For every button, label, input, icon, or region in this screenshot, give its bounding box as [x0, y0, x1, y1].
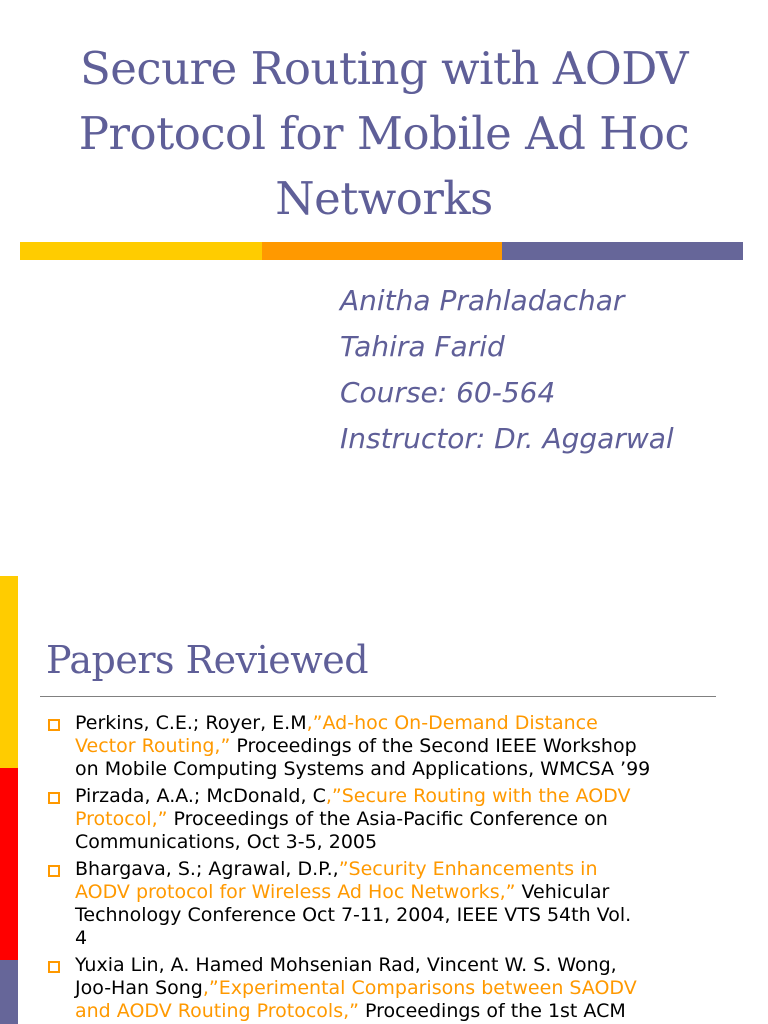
reference-title: ”Security Enhancements in	[338, 858, 598, 880]
reference-line	[75, 881, 746, 904]
reference-source: Proceedings of the Second IEEE Workshop	[230, 735, 637, 757]
square-bullet-icon	[48, 961, 60, 973]
reference-line	[75, 712, 746, 735]
slide-heading: Papers Reviewed	[46, 638, 369, 682]
reference-source: Proceedings of the Asia-Pacific Conference on	[167, 808, 608, 830]
reference-line	[75, 735, 746, 758]
reference-line	[75, 1000, 746, 1023]
sidebar-bar-purple	[0, 960, 18, 1024]
title-line: Networks	[275, 172, 493, 225]
reference-title: ,”Experimental Comparisons between SAODV	[202, 977, 637, 999]
reference-item	[46, 858, 746, 950]
square-bullet-icon	[48, 719, 60, 731]
reference-title: AODV protocol for Wireless Ad Hoc Networks,”	[75, 881, 516, 903]
reference-authors: Yuxia Lin, A. Hamed Mohsenian Rad, Vincent W. S. Wong,	[75, 954, 617, 976]
reference-line	[75, 808, 746, 831]
heading-divider	[40, 696, 716, 697]
author-name: Tahira Farid	[340, 330, 505, 363]
title-stripe-orange	[262, 242, 502, 260]
reference-line	[75, 927, 746, 950]
reference-source: Communications, Oct 3-5, 2005	[75, 831, 378, 853]
reference-title: ,”Secure Routing with the AODV	[325, 785, 631, 807]
reference-source: Technology Conference Oct 7-11, 2004, IEEE VTS 54th Vol.	[75, 904, 632, 926]
reference-line	[75, 858, 746, 881]
reference-source: Vehicular	[515, 881, 610, 903]
sidebar-bar-red	[0, 768, 18, 960]
reference-item	[46, 712, 746, 781]
title-stripe-yellow	[20, 242, 262, 260]
reference-source: Proceedings of the 1st ACM	[358, 1000, 626, 1022]
square-bullet-icon	[48, 865, 60, 877]
reference-title: ,”Ad-hoc On-Demand Distance	[306, 712, 598, 734]
title-line: Secure Routing with AODV	[79, 42, 689, 95]
reference-source: 4	[75, 927, 88, 949]
square-bullet-icon	[48, 792, 60, 804]
author-name: Anitha Prahladachar	[340, 284, 625, 317]
reference-title: Protocol,”	[75, 808, 168, 830]
reference-line	[75, 758, 746, 781]
reference-line	[75, 831, 746, 854]
reference-authors: Perkins, C.E.; Royer, E.M	[75, 712, 307, 734]
reference-authors: Bhargava, S.; Agrawal, D.P.,	[75, 858, 339, 880]
reference-list	[46, 712, 746, 1024]
reference-title: and AODV Routing Protocols,”	[75, 1000, 359, 1022]
instructor-label: Instructor: Dr. Aggarwal	[340, 422, 674, 455]
reference-line	[75, 904, 746, 927]
author-block	[340, 278, 674, 462]
title-stripe-purple	[502, 242, 743, 260]
reference-line	[75, 954, 746, 977]
reference-source: on Mobile Computing Systems and Applications, WMCSA ’99	[75, 758, 651, 780]
reference-line	[75, 977, 746, 1000]
slide-title	[20, 36, 748, 231]
papers-slide	[0, 576, 768, 1024]
sidebar-bar-yellow	[0, 576, 18, 768]
title-line: Protocol for Mobile Ad Hoc	[78, 107, 690, 160]
reference-authors: Joo-Han Song	[75, 977, 203, 999]
course-label: Course: 60-564	[340, 376, 556, 409]
reference-title: Vector Routing,”	[75, 735, 231, 757]
reference-authors: Pirzada, A.A.; McDonald, C	[75, 785, 326, 807]
reference-item	[46, 954, 746, 1023]
reference-line	[75, 785, 746, 808]
reference-item	[46, 785, 746, 854]
